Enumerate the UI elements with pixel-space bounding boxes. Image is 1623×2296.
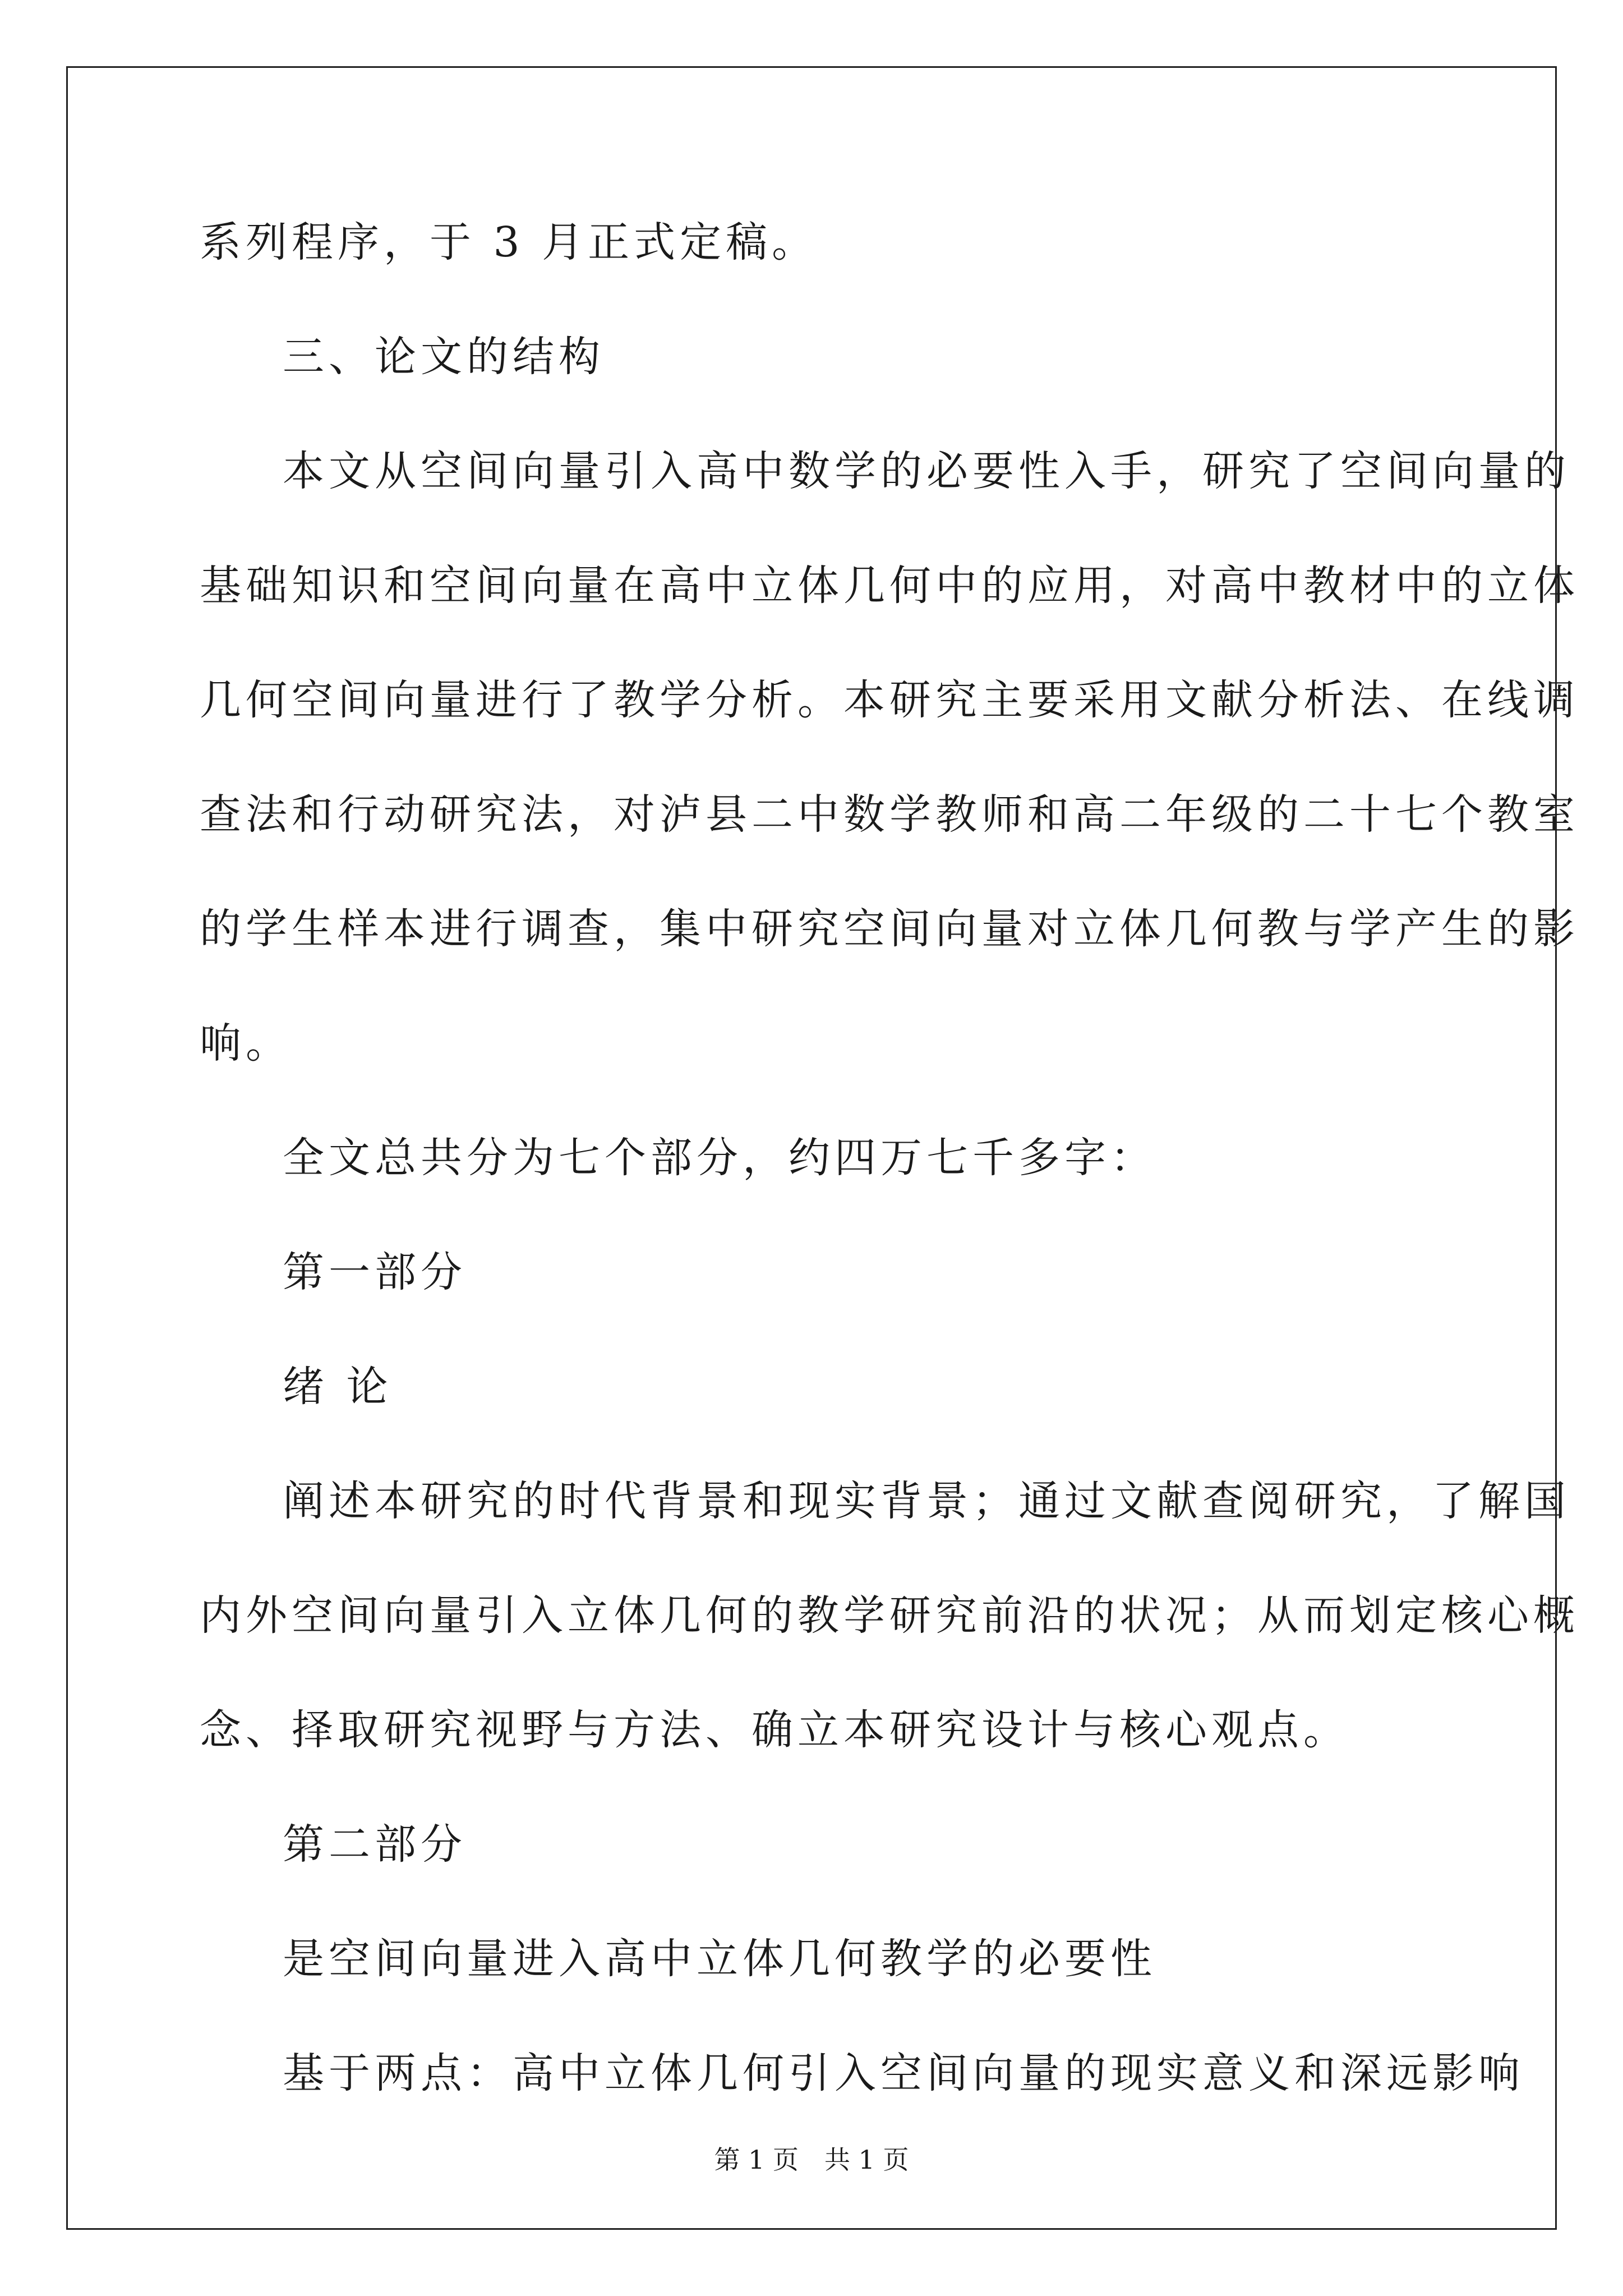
page-number: 第 1 页	[714, 2145, 799, 2175]
text-line: 的学生样本进行调查，集中研究空间向量对立体几何教与学产生的影	[200, 905, 1579, 953]
page-footer	[0, 2143, 1623, 2177]
text-line: 本文从空间向量引入高中数学的必要性入手，研究了空间向量的	[283, 447, 1570, 495]
section-heading: 三、论文的结构	[283, 333, 605, 381]
page-total: 共 1 页	[824, 2145, 909, 2175]
text-line: 系列程序，于 3 月正式定稿。	[200, 218, 818, 266]
text-line: 念、择取研究视野与方法、确立本研究设计与核心观点。	[200, 1706, 1349, 1754]
text-line: 几何空间向量进行了教学分析。本研究主要采用文献分析法、在线调	[200, 676, 1579, 724]
text-line: 响。	[200, 1019, 292, 1068]
text-line: 查法和行动研究法，对泸县二中数学教师和高二年级的二十七个教室	[200, 790, 1579, 839]
text-line: 基础知识和空间向量在高中立体几何中的应用，对高中教材中的立体	[200, 562, 1579, 610]
part-title: 绪 论	[283, 1363, 393, 1411]
part-title: 是空间向量进入高中立体几何教学的必要性	[283, 1935, 1156, 1983]
part-heading: 第一部分	[283, 1248, 467, 1296]
text-line: 全文总共分为七个部分，约四万七千多字：	[283, 1134, 1156, 1182]
text-line: 内外空间向量引入立体几何的教学研究前沿的状况；从而划定核心概	[200, 1591, 1579, 1640]
part-heading: 第二部分	[283, 1820, 467, 1869]
text-line: 阐述本研究的时代背景和现实背景；通过文献查阅研究，了解国	[283, 1477, 1570, 1525]
text-line: 基于两点：高中立体几何引入空间向量的现实意义和深远影响	[283, 2049, 1524, 2097]
